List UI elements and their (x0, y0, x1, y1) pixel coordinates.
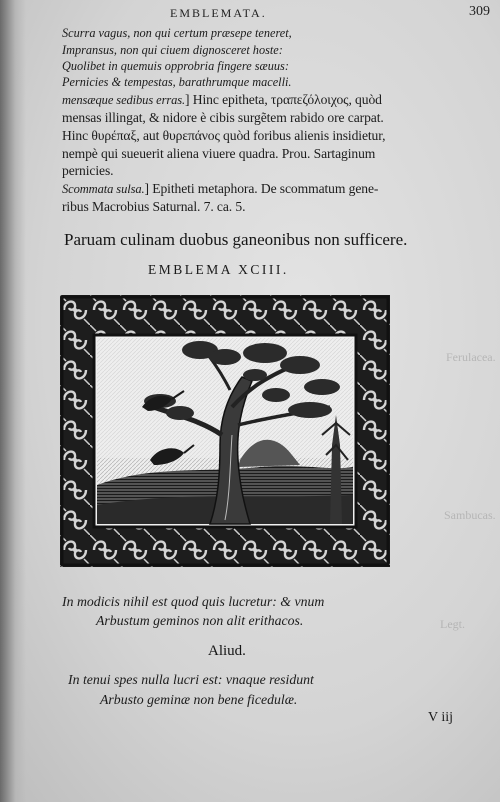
verse-line: Scurra vagus, non qui certum præsepe teneret, (62, 26, 292, 40)
verse-line: Impransus, non qui ciuem dignosceret hoste: (62, 43, 283, 57)
commentary-line (62, 199, 490, 215)
commentary-line (62, 92, 490, 108)
commentary-line (62, 146, 490, 162)
commentary-text: ribus Macrobius Saturnal. 7. ca. 5. (62, 199, 246, 214)
commentary-text: ] Hinc epitheta, τραπεζόλοιχος, quòd (185, 92, 382, 107)
lemma: mensæque sedibus erras. (62, 93, 186, 107)
commentary-line (62, 128, 490, 144)
commentary-line (62, 110, 490, 126)
aliud-verse-line: In tenui spes nulla lucri est: vnaque residunt (68, 672, 314, 687)
emblem-title: EMBLEMA XCIII. (148, 262, 289, 277)
bleed-through-note: Sambucas. (444, 508, 496, 522)
commentary-text: mensas illingat, & nidore è cibis surgẽtem rabido ore carpat. (62, 110, 384, 125)
commentary-line (62, 163, 490, 179)
page-header (60, 6, 490, 24)
emblem-caption-line: In modicis nihil est quod quis lucretur: & vnum (62, 594, 325, 609)
commentary-line (62, 181, 490, 197)
verse-line: Quolibet in quemuis opprobria fingere sæuus: (62, 59, 289, 73)
signature-mark: V iij (428, 710, 454, 725)
lemma: Scommata sulsa. (62, 182, 145, 196)
page-number: 309 (469, 4, 490, 19)
woodcut-emblem-illustration (60, 295, 390, 567)
bleed-through-note: Legt. (440, 617, 465, 631)
verse-line: Pernicies & tempestas, barathrumque macelli. (62, 75, 292, 89)
page-gutter-shadow (0, 0, 26, 802)
commentary-text: nempè qui sueuerit aliena viuere quadra. Prou. Sartaginum (62, 146, 376, 161)
emblem-caption-line: Arbustum geminos non alit erithacos. (96, 613, 304, 628)
commentary-text: pernicies. (62, 163, 114, 178)
running-head: EMBLEMATA. (170, 6, 267, 20)
aliud-heading: Aliud. (208, 643, 246, 659)
commentary-text: Hinc θυρέπαξ, aut θυρεπάνος quòd foribus alienis insidietur, (62, 128, 386, 143)
commentary-text: ] Epitheti metaphora. De scommatum gene- (144, 181, 379, 196)
woodcut-svg (60, 295, 390, 567)
proverb-heading: Paruam culinam duobus ganeonibus non sufficere. (64, 230, 408, 249)
bleed-through-note: Ferulacea. (446, 350, 496, 364)
aliud-verse-line: Arbusto geminæ non bene ficedulæ. (100, 692, 298, 707)
